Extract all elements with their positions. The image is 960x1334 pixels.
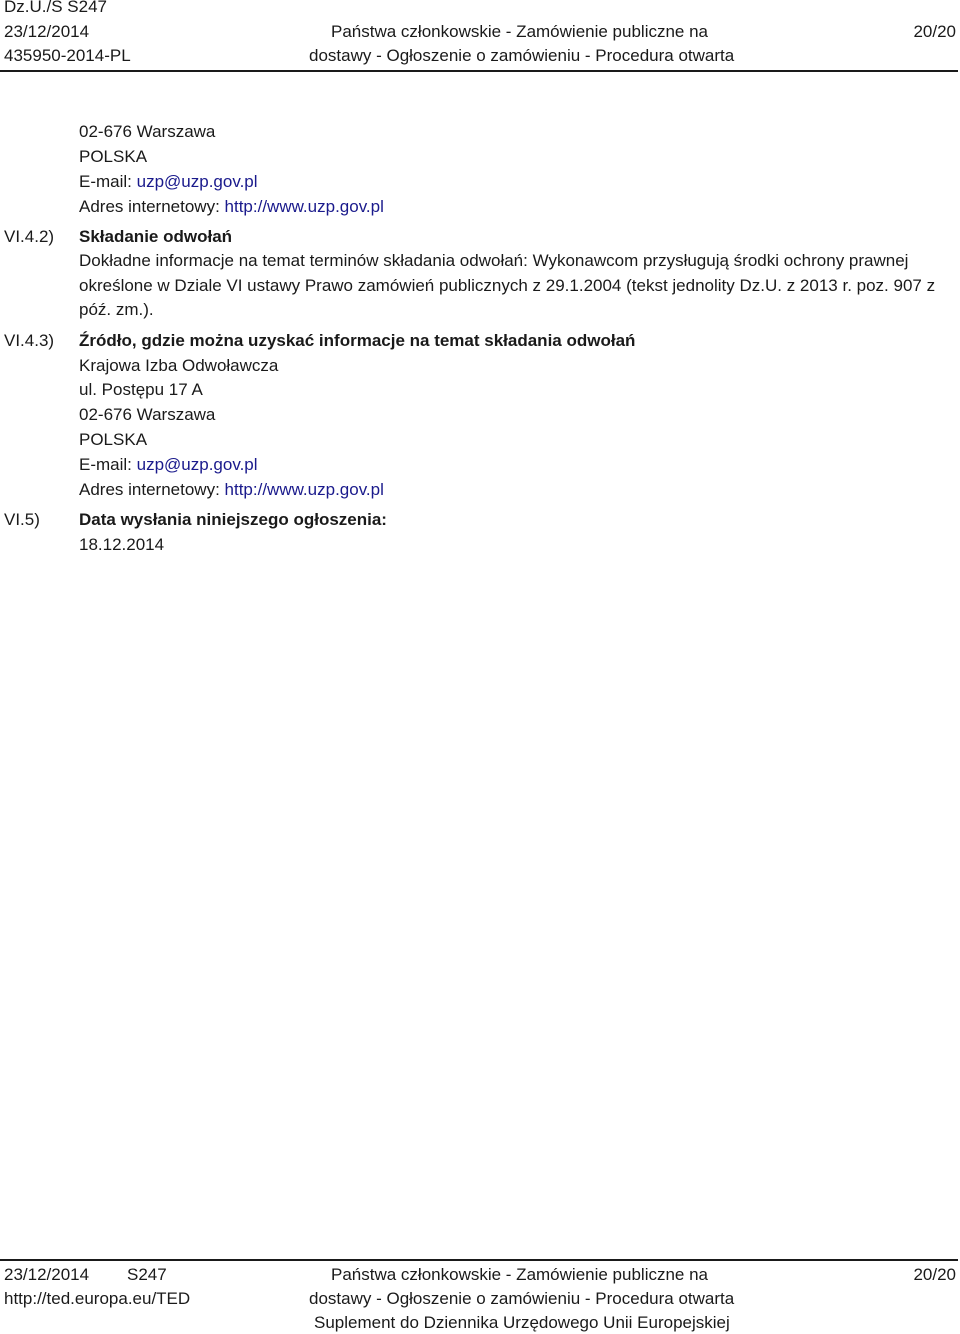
footer-title-line2: dostawy - Ogłoszenie o zamówieniu - Procedura otwarta bbox=[309, 1289, 735, 1308]
notice-id: 435950-2014-PL bbox=[4, 46, 131, 65]
organisation-name: Krajowa Izba Odwoławcza bbox=[79, 356, 279, 375]
footer-issue: S247 bbox=[127, 1265, 167, 1284]
footer-url[interactable]: http://ted.europa.eu/TED bbox=[4, 1289, 191, 1308]
header-title-line2: dostawy - Ogłoszenie o zamówieniu - Procedura otwarta bbox=[309, 46, 735, 65]
email-link[interactable]: uzp@uzp.gov.pl bbox=[136, 172, 258, 191]
email-link[interactable]: uzp@uzp.gov.pl bbox=[136, 455, 258, 474]
email-line bbox=[79, 172, 258, 192]
footer-title-line3: Suplement do Dziennika Urzędowego Unii Europejskiej bbox=[314, 1313, 730, 1332]
website-label: Adres internetowy: bbox=[79, 197, 225, 216]
street-address: ul. Postępu 17 A bbox=[79, 380, 203, 399]
website-line bbox=[79, 197, 384, 217]
postal-code-city: 02-676 Warszawa bbox=[79, 405, 216, 424]
country: POLSKA bbox=[79, 147, 148, 166]
country: POLSKA bbox=[79, 430, 148, 449]
email-label: E-mail: bbox=[79, 455, 137, 474]
footer-date: 23/12/2014 bbox=[4, 1265, 90, 1284]
website-link[interactable]: http://www.uzp.gov.pl bbox=[224, 197, 384, 216]
website-label: Adres internetowy: bbox=[79, 480, 225, 499]
footer-rule bbox=[0, 1259, 958, 1261]
email-label: E-mail: bbox=[79, 172, 137, 191]
appeal-deadline-text: Dokładne informacje na temat terminów składania odwołań: Wykonawcom przysługują środki ochrony prawnej określone w Dziale VI ustawy Prawo zamówień publicznych z 29.1.2004 (tekst jednolity Dz.U. z 2013 r. poz. 907 z póź. zm.). bbox=[79, 251, 936, 319]
header-date: 23/12/2014 bbox=[4, 22, 90, 41]
email-line bbox=[79, 455, 258, 475]
dispatch-date: 18.12.2014 bbox=[79, 535, 165, 554]
section-heading: Data wysłania niniejszego ogłoszenia: bbox=[79, 510, 387, 529]
section-number: VI.5) bbox=[4, 510, 40, 529]
header-title-line1: Państwa członkowskie - Zamówienie publiczne na bbox=[331, 22, 709, 41]
section-number: VI.4.3) bbox=[4, 331, 55, 350]
header-rule bbox=[0, 70, 958, 72]
section-heading: Składanie odwołań bbox=[79, 227, 233, 246]
website-line bbox=[79, 480, 384, 500]
footer-page-number: 20/20 bbox=[913, 1265, 956, 1284]
postal-code-city: 02-676 Warszawa bbox=[79, 122, 216, 141]
section-number: VI.4.2) bbox=[4, 227, 55, 246]
header-page-number: 20/20 bbox=[913, 22, 956, 41]
journal-reference: Dz.U./S S247 bbox=[4, 0, 107, 16]
website-link[interactable]: http://www.uzp.gov.pl bbox=[224, 480, 384, 499]
footer-title-line1: Państwa członkowskie - Zamówienie publiczne na bbox=[331, 1265, 709, 1284]
section-heading: Źródło, gdzie można uzyskać informacje na temat składania odwołań bbox=[79, 331, 636, 350]
